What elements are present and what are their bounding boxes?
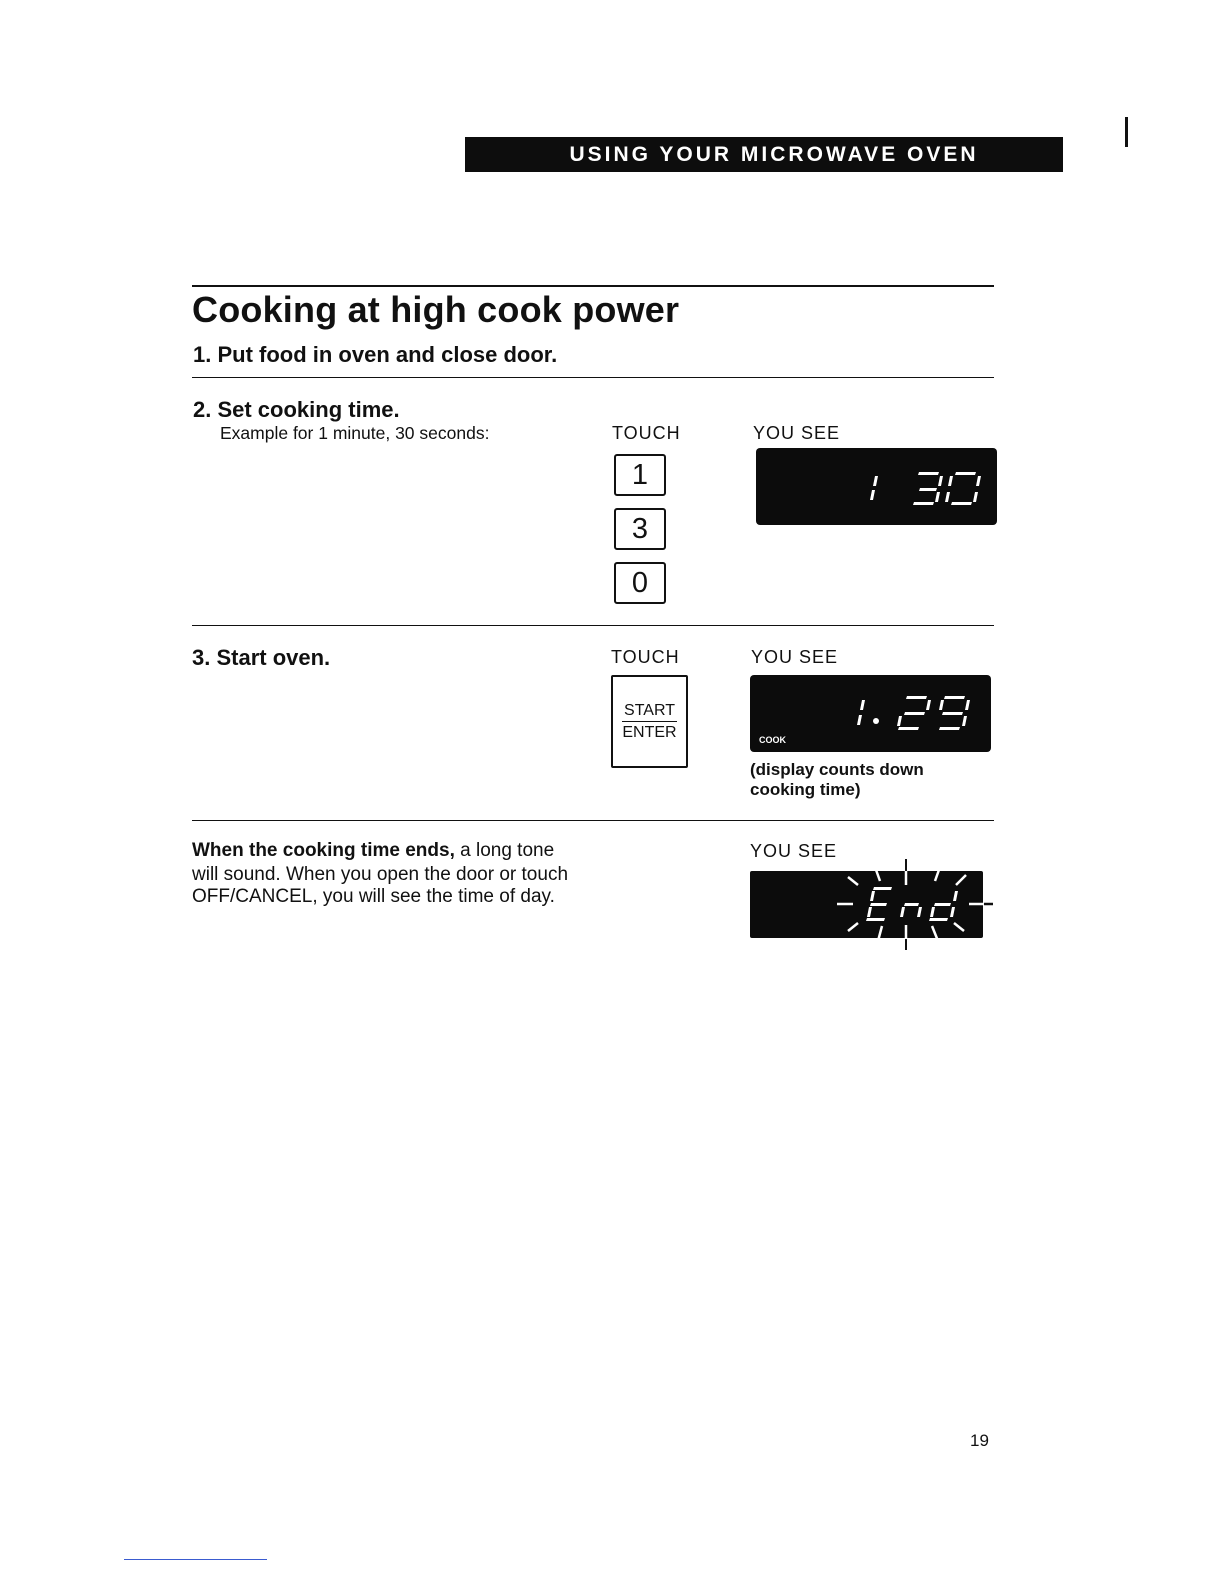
enter-key-label: ENTER <box>622 724 677 741</box>
page-edge-mark <box>1125 117 1128 147</box>
title-rule <box>192 285 994 287</box>
display-step-3-value: 1.29 <box>750 675 752 676</box>
end-paragraph-line-3: OFF/CANCEL, you will see the time of day. <box>192 886 555 907</box>
start-enter-button[interactable] <box>611 675 688 768</box>
step-3-caption-line-1: (display counts down <box>750 760 924 779</box>
display-end <box>750 871 983 938</box>
start-key-label: START <box>622 700 677 722</box>
divider-2 <box>192 625 994 626</box>
display-step-2-digits <box>756 448 997 525</box>
display-step-2-value: 1 30 <box>756 448 758 449</box>
display-end-flash-rays <box>740 859 993 950</box>
display-step-2 <box>756 448 997 525</box>
divider-3 <box>192 820 994 821</box>
step-3-caption-line-2: cooking time) <box>750 780 861 799</box>
bottom-edge-line <box>124 1559 267 1560</box>
end-paragraph-line-1 <box>192 840 554 862</box>
step-3-you-see-label: YOU SEE <box>751 647 839 667</box>
step-2-you-see-label: YOU SEE <box>753 423 841 443</box>
end-paragraph-line-2: will sound. When you open the door or touch <box>192 864 569 885</box>
step-1-title: 1. Put food in oven and close door. <box>193 342 558 367</box>
display-end-value: End <box>750 871 752 872</box>
end-paragraph-text-1: a long tone <box>454 840 555 861</box>
step-3-title: 3. Start oven. <box>192 645 331 670</box>
section-header-bar <box>465 137 1063 172</box>
display-step-3-digits <box>750 675 991 752</box>
keypad-key-3-label: 3 <box>631 512 649 545</box>
end-paragraph-lead: When the cooking time ends, <box>192 840 455 861</box>
keypad-key-0[interactable] <box>614 562 666 604</box>
page-title: Cooking at high cook power <box>192 289 680 330</box>
keypad-key-3[interactable] <box>614 508 666 550</box>
step-3-touch-label: TOUCH <box>611 647 680 667</box>
keypad-key-1-label: 1 <box>631 458 649 491</box>
keypad-key-1[interactable] <box>614 454 666 496</box>
display-step-3 <box>750 675 991 752</box>
step-2-example: Example for 1 minute, 30 seconds: <box>220 423 490 443</box>
page-number: 19 <box>970 1431 989 1450</box>
display-cook-indicator: COOK <box>759 735 786 745</box>
step-2-title: 2. Set cooking time. <box>193 397 400 422</box>
end-you-see-label: YOU SEE <box>750 841 838 861</box>
section-header-title: USING YOUR MICROWAVE OVEN <box>569 142 979 166</box>
step-2-touch-label: TOUCH <box>612 423 681 443</box>
keypad-key-0-label: 0 <box>631 566 649 599</box>
divider-1 <box>192 377 994 378</box>
